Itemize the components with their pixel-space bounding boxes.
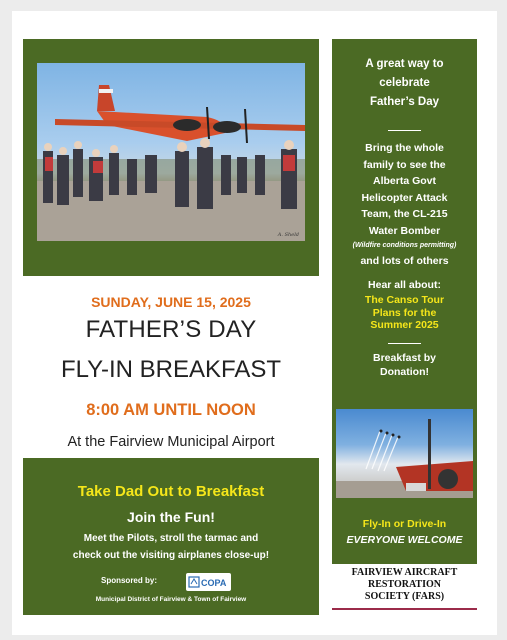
copa-logo — [186, 573, 231, 591]
fly-in-label: Fly-In or Drive-In — [362, 518, 447, 530]
divider — [388, 343, 421, 344]
airshow-photo — [37, 63, 305, 241]
side-note: (Wildfire conditions permitting) — [352, 242, 457, 249]
event-location: At the Fairview Municipal Airport — [67, 434, 275, 450]
join-text: Join the Fun! — [127, 509, 215, 525]
society-name: FAIRVIEW AIRCRAFT RESTORATION SOCIETY (FARS) — [332, 567, 477, 610]
copa-logo-text: COPA — [201, 578, 227, 588]
desc-line2: check out the visiting airplanes close-up! — [72, 550, 270, 561]
side-hear: Hear all about: — [368, 279, 441, 291]
sponsored-label: Sponsored by: — [100, 576, 157, 585]
side-panel — [332, 39, 477, 564]
photo-signature: A. Sheld — [277, 232, 299, 238]
event-time: 8:00 AM UNTIL NOON — [86, 401, 256, 419]
side-breakfast: Breakfast by Donation! — [372, 352, 437, 378]
jets-illustration — [336, 409, 473, 498]
event-date: SUNDAY, JUNE 15, 2025 — [91, 294, 251, 310]
side-others: and lots of others — [360, 255, 449, 267]
side-bring: Bring the whole family to see the Alberta Govt Helicopter Attack Team, the CL-215 Water Bomber — [361, 142, 448, 237]
photo-frame — [23, 39, 319, 276]
divider — [388, 130, 421, 131]
airplane-crowd-illustration — [37, 63, 305, 241]
sponsors-line: Municipal District of Fairview & Town of Fairview — [95, 596, 247, 603]
headline: Take Dad Out to Breakfast — [77, 483, 265, 500]
side-canso: The Canso Tour Plans for the Summer 2025 — [364, 294, 445, 331]
bottom-panel — [23, 458, 319, 615]
flyer-page — [12, 11, 497, 635]
side-intro: A great way to celebrate Father’s Day — [365, 58, 444, 108]
water-bomber-photo — [336, 409, 473, 498]
desc-line1: Meet the Pilots, stroll the tarmac and — [83, 533, 259, 544]
event-title-line1: FATHER’S DAY — [85, 316, 257, 343]
event-title-line2: FLY-IN BREAKFAST — [60, 356, 282, 383]
welcome-label: EVERYONE WELCOME — [346, 534, 463, 546]
